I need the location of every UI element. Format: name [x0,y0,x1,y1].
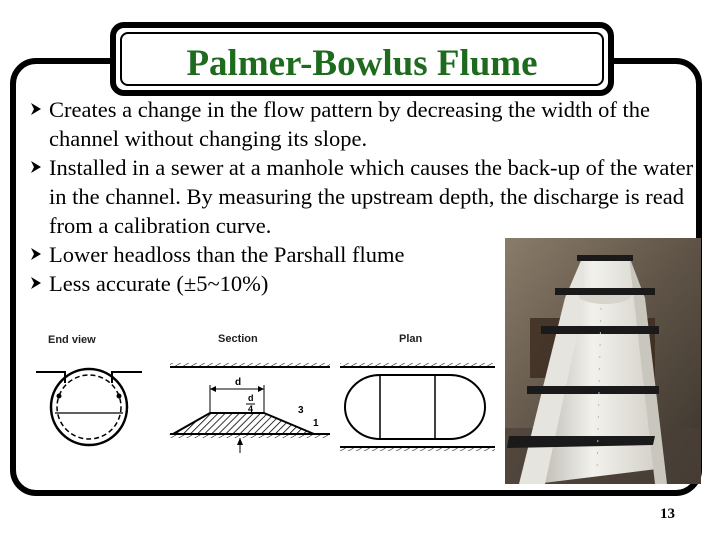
arrow-bullet-icon [30,277,42,289]
flume-diagram [30,325,505,475]
arrow-bullet-icon [30,103,42,115]
bullet-text: Installed in a sewer at a manhole which causes the back-up of the water in the channel. By measuring the upstream depth, the discharge is read from a calibration curve. [49,155,694,238]
title-box [110,22,614,96]
slide-title: Palmer-Bowlus Flume [186,43,538,84]
plan-drawing [340,363,495,451]
slope-run-label: 1 [313,418,319,429]
bullet-item [30,153,700,240]
arrow-bullet-icon [30,161,42,173]
section-label: Section [218,333,258,345]
end-view-drawing [36,369,142,445]
bullet-item [30,95,700,153]
bullet-text: Lower headloss than the Parshall flume [49,242,405,267]
slope-rise-label: 3 [298,405,304,416]
arrow-bullet-icon [30,248,42,260]
end-view-label: End view [48,334,96,346]
section-depth-numerator: d [248,393,254,403]
page-number: 13 [660,506,675,522]
flume-photo [505,238,701,484]
section-drawing [170,363,330,453]
plan-label: Plan [399,333,423,345]
section-width-label: d [235,377,242,388]
bullet-text: Less accurate (±5~10%) [49,271,269,296]
bullet-text: Creates a change in the flow pattern by decreasing the width of the channel without changing its slope. [49,97,651,151]
section-depth-denominator: 4 [248,404,254,414]
